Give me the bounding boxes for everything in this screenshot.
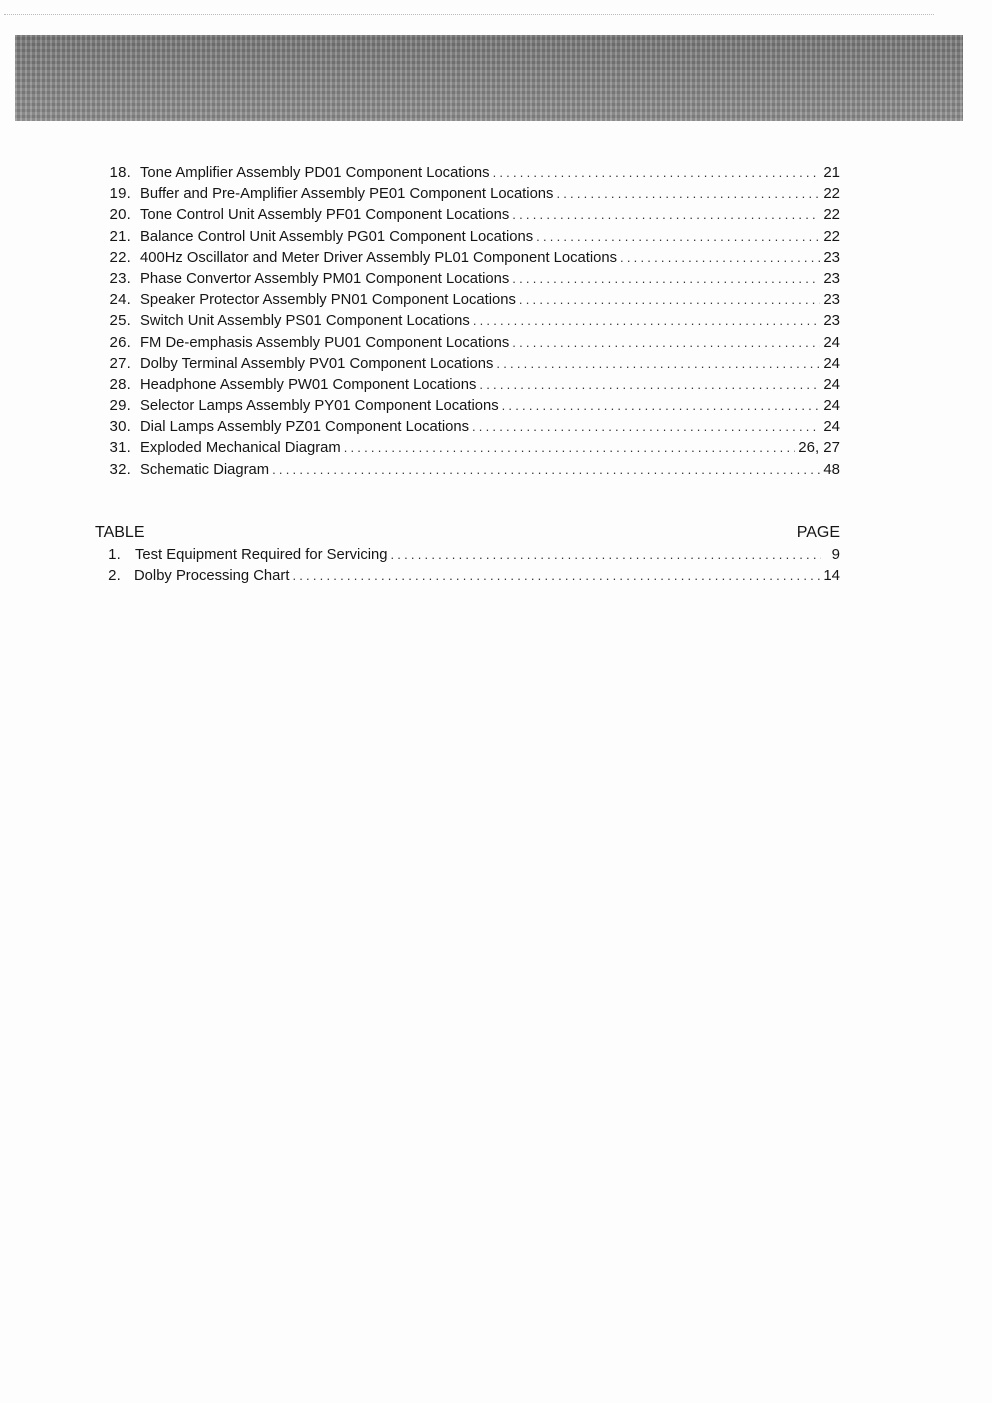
entry-title: Headphone Assembly PW01 Component Locations [140, 376, 477, 393]
entry-title: Balance Control Unit Assembly PG01 Component Locations [140, 228, 534, 245]
contents-entry[interactable] [90, 437, 840, 458]
entry-page: 21 [823, 164, 840, 181]
contents-entry[interactable] [90, 183, 840, 204]
entry-number: 29. [109, 397, 131, 415]
contents-entry[interactable] [90, 332, 840, 353]
entry-title: Dial Lamps Assembly PZ01 Component Locations [140, 419, 469, 436]
entry-page: 24 [823, 418, 840, 436]
entry-page: 22 [823, 206, 840, 224]
entry-page: 23 [823, 291, 840, 309]
table-entry[interactable] [95, 544, 840, 565]
table-contents-list [95, 544, 840, 586]
leader-dots [519, 289, 820, 310]
leader-dots [391, 544, 822, 565]
entry-title: Buffer and Pre-Amplifier Assembly PE01 Component Locations [140, 186, 554, 203]
entry-page: 24 [823, 397, 840, 415]
table-entry[interactable] [95, 565, 840, 586]
leader-dots [502, 395, 821, 416]
entry-title: Phase Convertor Assembly PM01 Component Locations [140, 270, 510, 287]
table-heading: TABLE [95, 524, 145, 541]
contents-entry[interactable] [90, 247, 840, 268]
entry-page: 48 [823, 460, 840, 478]
entry-number: 32. [109, 460, 131, 478]
leader-dots [292, 565, 820, 586]
entry-title: Test Equipment Required for Servicing [135, 547, 388, 563]
leader-dots [479, 374, 820, 395]
entry-number: 26. [109, 333, 131, 351]
entry-number: 30. [109, 418, 131, 436]
entry-title: Schematic Diagram [140, 461, 270, 478]
entry-number: 31. [109, 439, 131, 457]
contents-entry[interactable] [90, 268, 840, 289]
entry-page: 24 [823, 354, 840, 372]
figure-contents-list [90, 162, 840, 480]
entry-title: 400Hz Oscillator and Meter Driver Assembly PL01 Component Locations [140, 249, 618, 266]
entry-page: 26, 27 [798, 439, 840, 457]
entry-number: 27. [109, 354, 131, 372]
table-contents-section [95, 522, 840, 586]
entry-page: 14 [823, 567, 840, 585]
entry-number: 22. [109, 248, 131, 266]
page-heading: PAGE [796, 524, 840, 541]
leader-dots [496, 353, 820, 374]
entry-page: 24 [823, 375, 840, 393]
contents-entry[interactable] [90, 353, 840, 374]
entry-number: 24. [109, 291, 131, 309]
contents-entry[interactable] [90, 289, 840, 310]
entry-page: 23 [823, 248, 840, 266]
entry-title: FM De-emphasis Assembly PU01 Component Locations [140, 334, 510, 351]
entry-title: Selector Lamps Assembly PY01 Component Locations [140, 398, 499, 415]
leader-dots [344, 437, 796, 458]
entry-page: 23 [823, 269, 840, 287]
entry-number: 1. [108, 546, 121, 563]
entry-page: 22 [823, 227, 840, 245]
entry-title: Speaker Protector Assembly PN01 Component Locations [140, 292, 516, 309]
entry-title: Switch Unit Assembly PS01 Component Locations [140, 313, 470, 330]
leader-dots [512, 204, 820, 225]
entry-page: 22 [823, 185, 840, 203]
entry-number: 2. [108, 567, 121, 585]
leader-dots [512, 332, 820, 353]
entry-title: Tone Amplifier Assembly PD01 Component Locations [140, 165, 490, 181]
contents-entry[interactable] [90, 395, 840, 416]
leader-dots [472, 416, 820, 437]
leader-dots [473, 310, 821, 331]
contents-entry[interactable] [90, 204, 840, 225]
entry-number: 21. [109, 227, 131, 245]
contents-entry[interactable] [90, 416, 840, 437]
leader-dots [512, 268, 820, 289]
leader-dots [536, 226, 820, 247]
entry-title: Dolby Terminal Assembly PV01 Component Locations [140, 355, 494, 372]
entry-page: 24 [823, 333, 840, 351]
entry-number: 18. [109, 164, 131, 181]
entry-number: 20. [109, 206, 131, 224]
contents-entry[interactable] [90, 310, 840, 331]
table-header-row [95, 522, 840, 544]
leader-dots [272, 459, 820, 480]
entry-number: 19. [109, 185, 131, 203]
entry-number: 23. [109, 269, 131, 287]
entry-number: 25. [109, 312, 131, 330]
header-bar [15, 35, 963, 121]
leader-dots [556, 183, 820, 204]
entry-number: 28. [109, 375, 131, 393]
leader-dots [620, 247, 820, 268]
entry-title: Tone Control Unit Assembly PF01 Component Locations [140, 207, 510, 224]
entry-page: 9 [831, 546, 840, 563]
contents-entry[interactable] [90, 162, 840, 183]
entry-page: 23 [823, 312, 840, 330]
leader-dots [493, 162, 821, 183]
contents-entry[interactable] [90, 459, 840, 480]
contents-entry[interactable] [90, 374, 840, 395]
entry-title: Dolby Processing Chart [134, 568, 290, 585]
scan-edge-line [4, 14, 934, 16]
contents-entry[interactable] [90, 226, 840, 247]
entry-title: Exploded Mechanical Diagram [140, 440, 341, 457]
